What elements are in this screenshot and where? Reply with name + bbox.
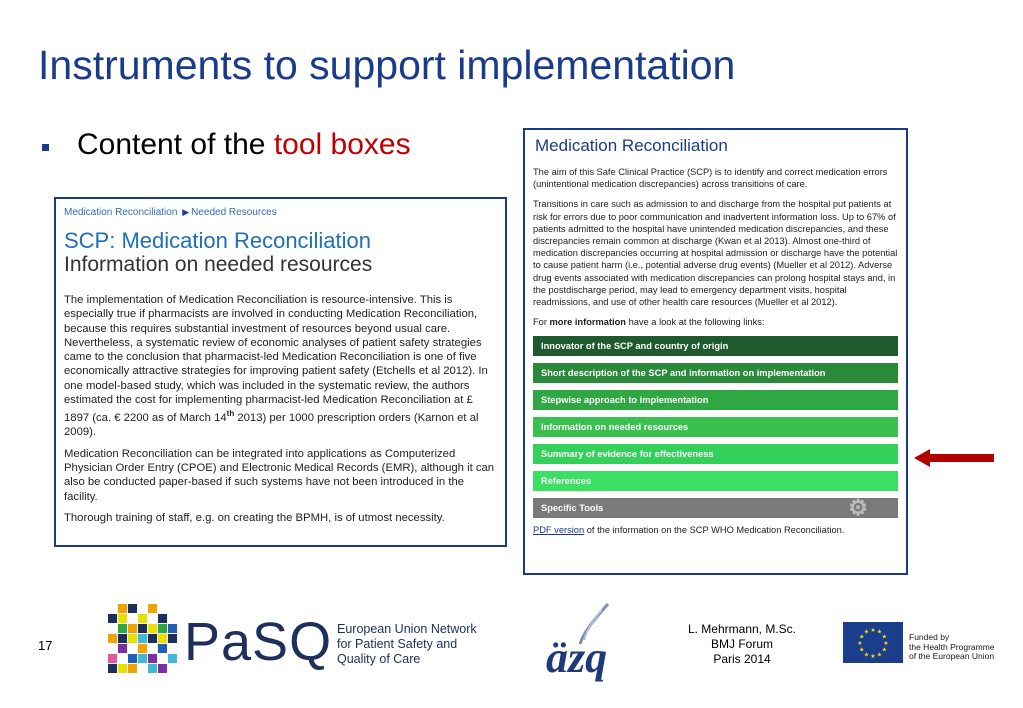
resources-paragraph-3: Thorough training of staff, e.g. on creating the BPMH, is of utmost necessity. — [64, 511, 445, 524]
toolbox-link-label: Short description of the SCP and information on implementation — [541, 368, 826, 379]
bullet-item — [42, 128, 411, 162]
svg-text:★: ★ — [859, 647, 865, 654]
toolbox-link-button[interactable] — [533, 471, 898, 491]
eu-line-1: Funded by — [909, 632, 950, 642]
toolbox-link-label: Specific Tools — [541, 503, 604, 514]
more-info-prefix: For — [533, 317, 550, 328]
author-info — [670, 622, 814, 667]
resources-body — [64, 293, 497, 525]
bullet-text — [77, 128, 411, 162]
pdf-version-link[interactable]: PDF version — [533, 525, 585, 536]
azq-logo — [540, 600, 640, 682]
svg-text:★: ★ — [863, 652, 870, 659]
toolbox-link-button[interactable] — [533, 363, 898, 383]
toolbox-link-button[interactable] — [533, 444, 898, 464]
toolbox-link-label: Summary of evidence for effectiveness — [541, 449, 714, 460]
svg-text:★: ★ — [881, 647, 887, 654]
svg-text:★: ★ — [870, 628, 876, 634]
eu-line-3: of the European Union — [909, 651, 995, 661]
toolbox-link-label: Stepwise approach to implementation — [541, 395, 709, 406]
svg-text:★: ★ — [863, 629, 870, 636]
toolbox-link-button[interactable] — [533, 390, 898, 410]
author-name: L. Mehrmann, M.Sc. — [687, 622, 797, 636]
bullet-square-icon — [42, 144, 49, 151]
medication-reconciliation-panel — [523, 128, 908, 575]
panel-body — [533, 166, 898, 328]
aim-paragraph: The aim of this Safe Clinical Practice (SCP) is to identify and correct medication errors (unintentional medication discrepancies) across transitions of care. — [533, 167, 888, 190]
eu-line-2: the Health Programme — [909, 641, 995, 652]
toolbox-link-label: References — [541, 476, 592, 487]
eu-flag-logo — [843, 622, 903, 663]
svg-text:★: ★ — [859, 634, 865, 641]
pdf-line — [533, 525, 898, 535]
breadcrumb — [64, 207, 497, 218]
page-number: 17 — [38, 638, 53, 653]
breadcrumb-arrow-icon: ▶ — [182, 207, 190, 217]
breadcrumb-link-medication-reconciliation[interactable]: Medication Reconciliation — [64, 207, 178, 218]
more-info-bold: more information — [549, 317, 626, 328]
eu-funding-text — [909, 633, 995, 662]
pasq-mosaic-logo — [108, 604, 178, 674]
pdf-line-suffix: of the information on the SCP WHO Medication Reconciliation. — [584, 525, 845, 536]
panel-title: Medication Reconciliation — [535, 136, 728, 155]
date-superscript: th — [226, 409, 235, 419]
more-info-suffix: have a look at the following links: — [625, 317, 765, 328]
resources-paragraph-1-end: 2013) per 1000 prescription orders (Karnon et al 2009). — [64, 412, 479, 439]
scp-title: SCP: Medication Reconciliation — [64, 228, 371, 253]
svg-text:★: ★ — [883, 641, 889, 647]
toolbox-link-label: Information on needed resources — [541, 422, 689, 433]
bullet-highlight: tool boxes — [273, 128, 411, 161]
svg-text:★: ★ — [881, 634, 887, 641]
pasq-description — [337, 622, 477, 667]
resources-paragraph-1 — [64, 293, 497, 440]
toolbox-link-label: Innovator of the SCP and country of origin — [541, 341, 729, 352]
pasq-line-2: for Patient Safety and — [337, 637, 458, 651]
svg-text:★: ★ — [876, 652, 883, 659]
azq-wordmark: äzq — [546, 633, 608, 682]
toolbox-links — [533, 336, 898, 521]
slide-title: Instruments to support implementation — [38, 42, 736, 88]
needed-resources-panel — [54, 197, 507, 547]
pasq-wordmark: PaSQ — [184, 612, 333, 672]
gear-icon: ⚙ — [848, 495, 868, 521]
left-arrow-icon — [914, 449, 994, 467]
resources-paragraph-1-text: The implementation of Medication Reconciliation is resource-intensive. This is especially true if pharmacists are involved in conducting Medication Reconciliation, because this requires substantial investment of resources beyond usual care. Nevertheless, a systematic review of economic analyses of patient safety strategies came to the conclusion that pharmacist-led Medication Reconciliation is one of five economically attractive strategies for improving patient safety (Etchells et al 2012). In one model-based study, which was included in the systematic review, the authors estimated the cost for implementing pharmacist-led Medication Reconciliation at £ 1897 (ca. € 2200 as of March 14 — [64, 294, 488, 425]
toolbox-link-button[interactable] — [533, 336, 898, 356]
resources-paragraph-2: Medication Reconciliation can be integrated into applications as Computerized Physician Order Entry (CPOE) and Electronic Medical Records (EMR), although it can also be conducted paper-based if such systems have not been introduced in the facility. — [64, 447, 495, 503]
breadcrumb-link-needed-resources[interactable]: Needed Resources — [191, 207, 277, 218]
event-name: BMJ Forum — [710, 637, 773, 651]
svg-text:★: ★ — [876, 629, 883, 636]
more-info-line — [533, 316, 898, 328]
pasq-line-1: European Union Network — [337, 622, 477, 636]
bullet-prefix: Content of the — [77, 128, 274, 161]
svg-text:★: ★ — [870, 654, 876, 660]
toolbox-link-button[interactable] — [533, 417, 898, 437]
event-location: Paris 2014 — [713, 652, 771, 666]
pasq-line-3: Quality of Care — [337, 652, 421, 666]
toolbox-link-button[interactable] — [533, 495, 898, 521]
scp-subtitle: Information on needed resources — [64, 253, 373, 276]
transitions-paragraph: Transitions in care such as admission to and discharge from the hospital put patients at risk for errors due to poor communication and inadvertent information loss. Up to 67% of patients admitted to the hospital have unintended medication discrepancies, and these discrepancies remain common at discharge (Kwan et al 2013). Almost one-third of medication discrepancies occurring at hospital admission or discharge have the potential to cause patient harm (i.e., potential adverse drug events) (Mueller et al 2012). Adverse drug events associated with medication discrepancies can prolong hospital stays and, in the postdischarge period, may lead to emergency department visits, hospital readmissions, and use of other health care resources (Mueller et al 2012). — [533, 199, 898, 308]
svg-text:★: ★ — [857, 641, 863, 647]
